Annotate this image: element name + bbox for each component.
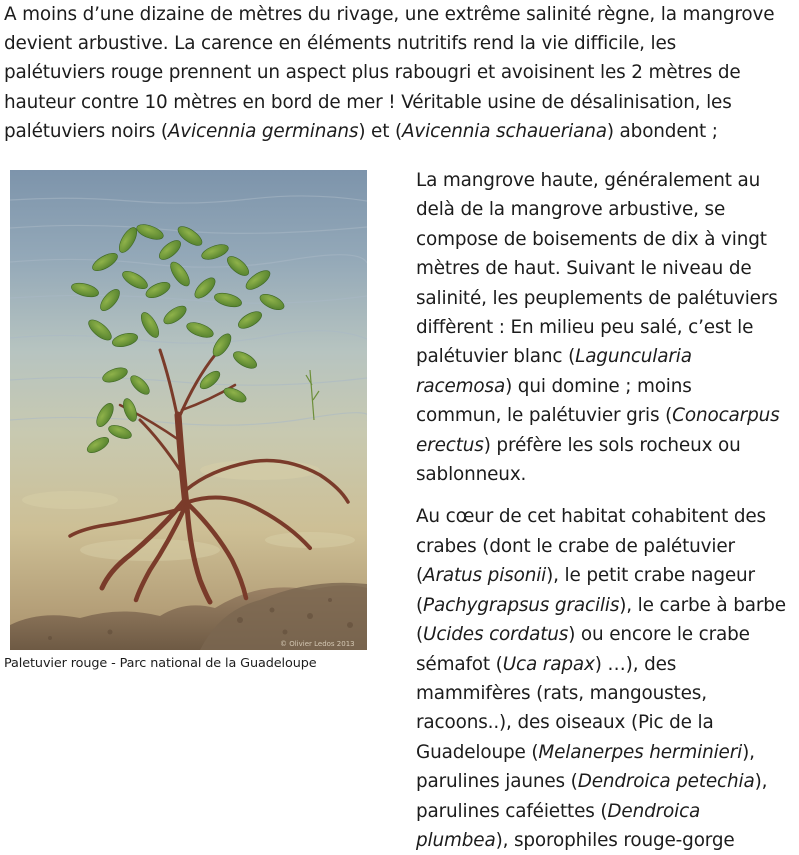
text-line [416,591,796,620]
text-line [416,532,796,561]
species-name: Conocarpus [672,405,780,427]
red-mangrove-photo [10,170,367,650]
text-run: ( [416,594,424,616]
right-text-column [416,166,796,855]
text-run: La mangrove haute, généralement au [416,170,761,191]
figure-caption: Paletuvier rouge - Parc national de la Guadeloupe [4,656,317,671]
text-run: mammifères (rats, mangoustes, [416,682,707,704]
species-name: erectus [416,434,484,456]
text-line [4,58,794,87]
text-line [416,502,796,531]
text-line [416,767,796,796]
text-run: A moins d’une dizaine de mètres du rivage, une extrême salinité règne, la mangrove [4,4,775,25]
text-line [416,313,796,342]
text-line [416,166,796,195]
species-name: Avicennia schaueriana [401,120,607,142]
text-run: ) …), des [594,653,677,675]
text-line [4,29,794,58]
species-name: Melanerpes herminieri [538,741,743,763]
text-run: ), sporophiles rouge-gorge [495,829,735,851]
text-run: ) qui domine ; moins [505,375,692,397]
text-line [416,797,796,826]
text-line [416,460,796,489]
text-run: ), le petit crabe nageur [546,565,755,587]
text-line [416,372,796,401]
text-run: diffèrent : En milieu peu salé, c’est le [416,317,754,339]
text-run: parulines jaunes ( [416,771,578,793]
text-run: palétuviers rouge prennent un aspect plus rabougri et avoisinent les 2 mètres de [4,62,741,84]
text-run: hauteur contre 10 mètres en bord de mer ! Véritable usine de désalinisation, les [4,91,732,113]
text-run: mètres de haut. Suivant le niveau de [416,258,752,280]
text-line [416,738,796,767]
text-line [416,431,796,460]
text-run: ), [742,741,755,763]
species-name: racemosa [416,375,506,397]
text-line [416,284,796,313]
species-name: Dendroica petechia [577,771,755,793]
text-line [4,117,794,146]
species-name: Ucides cordatus [423,624,569,646]
text-run: ( [416,624,424,646]
text-line [416,826,796,855]
text-line [416,679,796,708]
mangrove-figure [10,170,367,650]
intro-paragraph [4,0,794,146]
species-name: Laguncularia [575,346,692,368]
species-name: Dendroica [607,800,701,822]
text-run: ), [754,771,768,793]
text-run: salinité, les peuplements de palétuviers [416,287,778,309]
species-name: Avicennia germinans [167,120,359,142]
text-run: ( [416,565,424,587]
text-line [416,254,796,283]
text-line [416,401,796,430]
text-line [416,225,796,254]
text-line [416,620,796,649]
text-line [416,342,796,371]
species-name: Aratus pisonii [423,565,547,587]
text-run: ) préfère les sols rocheux ou [483,434,741,456]
text-run: devient arbustive. La carence en éléments nutritifs rend la vie difficile, les [4,33,677,55]
text-run: Au cœur de cet habitat cohabitent des [416,506,766,528]
species-name: Uca rapax [502,653,595,675]
text-run: ) abondent ; [606,120,718,142]
text-line [416,195,796,224]
text-run: delà de la mangrove arbustive, se [416,199,726,221]
species-name: plumbea [416,829,496,851]
text-line [4,88,794,117]
text-line [416,708,796,737]
text-run: Guadeloupe ( [416,741,539,763]
text-line [416,561,796,590]
text-run: sémafot ( [416,653,503,675]
text-run: compose de boisements de dix à vingt [416,228,767,250]
text-run: ) et ( [358,120,402,142]
text-line [416,650,796,679]
text-run: ) ou encore le crabe [568,624,750,646]
text-run: commun, le palétuvier gris ( [416,405,673,427]
text-run: crabes (dont le crabe de palétuvier [416,535,735,557]
text-run: palétuviers noirs ( [4,120,168,142]
text-run: ), le carbe à barbe [619,594,786,616]
photo-watermark: © Olivier Ledos 2013 [280,640,355,648]
text-line [4,0,794,29]
habitat-species-paragraph [416,502,796,855]
text-run: palétuvier blanc ( [416,346,576,368]
mangrove-haute-paragraph [416,166,796,489]
species-name: Pachygrapsus gracilis [423,594,620,616]
text-run: racoons..), des oiseaux (Pic de la [416,712,714,734]
text-run: sablonneux. [416,464,527,486]
text-run: parulines caféiettes ( [416,800,608,822]
